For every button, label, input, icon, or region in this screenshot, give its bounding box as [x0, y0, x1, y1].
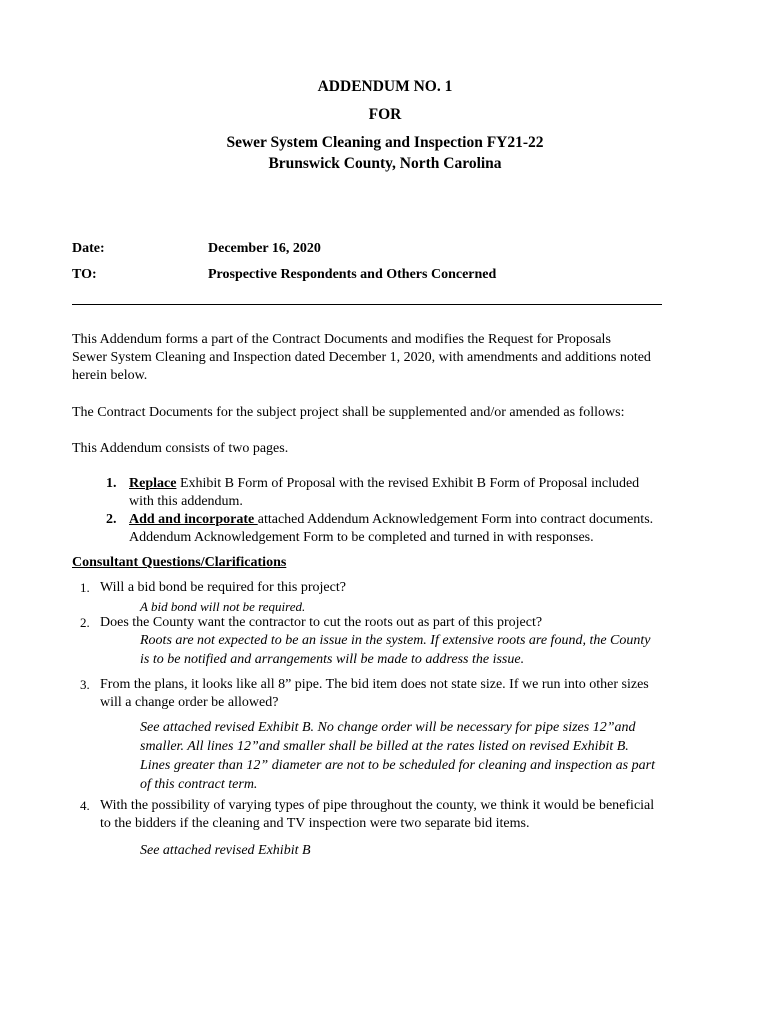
- question-text: Will a bid bond be required for this project?: [100, 580, 346, 595]
- answer-text: See attached revised Exhibit B: [140, 843, 311, 858]
- answer-text: smaller. All lines 12”and smaller shall be billed at the rates listed on revised Exhibit B.: [140, 739, 629, 754]
- list-item: [129, 511, 699, 547]
- list-item: [129, 475, 699, 511]
- to-value: Prospective Respondents and Others Concerned: [208, 267, 497, 282]
- answer-text: is to be notified and arrangements will be made to address the issue.: [140, 652, 525, 667]
- question-text: to the bidders if the cleaning and TV inspection were two separate bid items.: [100, 816, 530, 831]
- date-label: Date:: [72, 241, 105, 256]
- question-text-block: [100, 797, 700, 833]
- item-text: Exhibit B Form of Proposal with the revised Exhibit B Form of Proposal included: [176, 476, 640, 491]
- pages-paragraph: This Addendum consists of two pages.: [72, 441, 289, 456]
- answer-text: Roots are not expected to be an issue in the system. If extensive roots are found, the County: [140, 633, 651, 648]
- supplement-paragraph: The Contract Documents for the subject project shall be supplemented and/or amended as follows:: [72, 405, 625, 420]
- question-number: 4.: [80, 798, 90, 813]
- answer-text: A bid bond will not be required.: [140, 599, 306, 614]
- question-text: Does the County want the contractor to cut the roots out as part of this project?: [100, 615, 543, 630]
- project-location: Brunswick County, North Carolina: [268, 155, 502, 172]
- answer-block: [140, 718, 700, 794]
- for-label: FOR: [368, 106, 402, 123]
- item-number: 1.: [106, 476, 117, 491]
- item-number: 2.: [106, 512, 117, 527]
- divider-rule: [72, 304, 662, 305]
- item-text: Addendum Acknowledgement Form to be completed and turned in with responses.: [129, 530, 594, 545]
- question-number: 2.: [80, 615, 90, 630]
- question-number: 1.: [80, 580, 90, 595]
- item-text: attached Addendum Acknowledgement Form into contract documents.: [257, 512, 654, 527]
- item-keyword: Add and incorporate: [129, 512, 258, 527]
- project-title: Sewer System Cleaning and Inspection FY21-22: [226, 134, 544, 151]
- intro-paragraph: [72, 331, 702, 385]
- questions-heading: Consultant Questions/Clarifications: [72, 555, 287, 570]
- question-number: 3.: [80, 677, 90, 692]
- answer-text: of this contract term.: [140, 777, 258, 792]
- date-value: December 16, 2020: [208, 241, 321, 256]
- answer-block: [140, 631, 700, 669]
- answer-text: See attached revised Exhibit B. No change order will be necessary for pipe sizes 12”and: [140, 720, 636, 735]
- addendum-title: ADDENDUM NO. 1: [317, 78, 453, 95]
- item-keyword: Replace: [129, 476, 177, 491]
- question-text-block: [100, 676, 700, 712]
- answer-text: Lines greater than 12” diameter are not to be scheduled for cleaning and inspection as part: [140, 758, 655, 773]
- question-text: will a change order be allowed?: [100, 695, 279, 710]
- intro-line: herein below.: [72, 368, 148, 383]
- item-text: with this addendum.: [129, 494, 243, 509]
- question-text: From the plans, it looks like all 8” pipe. The bid item does not state size. If we run into other sizes: [100, 677, 649, 692]
- intro-line: Sewer System Cleaning and Inspection dated December 1, 2020, with amendments and additions noted: [72, 350, 651, 365]
- to-label: TO:: [72, 267, 97, 282]
- intro-line: This Addendum forms a part of the Contract Documents and modifies the Request for Proposals: [72, 332, 611, 347]
- question-text: With the possibility of varying types of pipe throughout the county, we think it would be beneficial: [100, 798, 655, 813]
